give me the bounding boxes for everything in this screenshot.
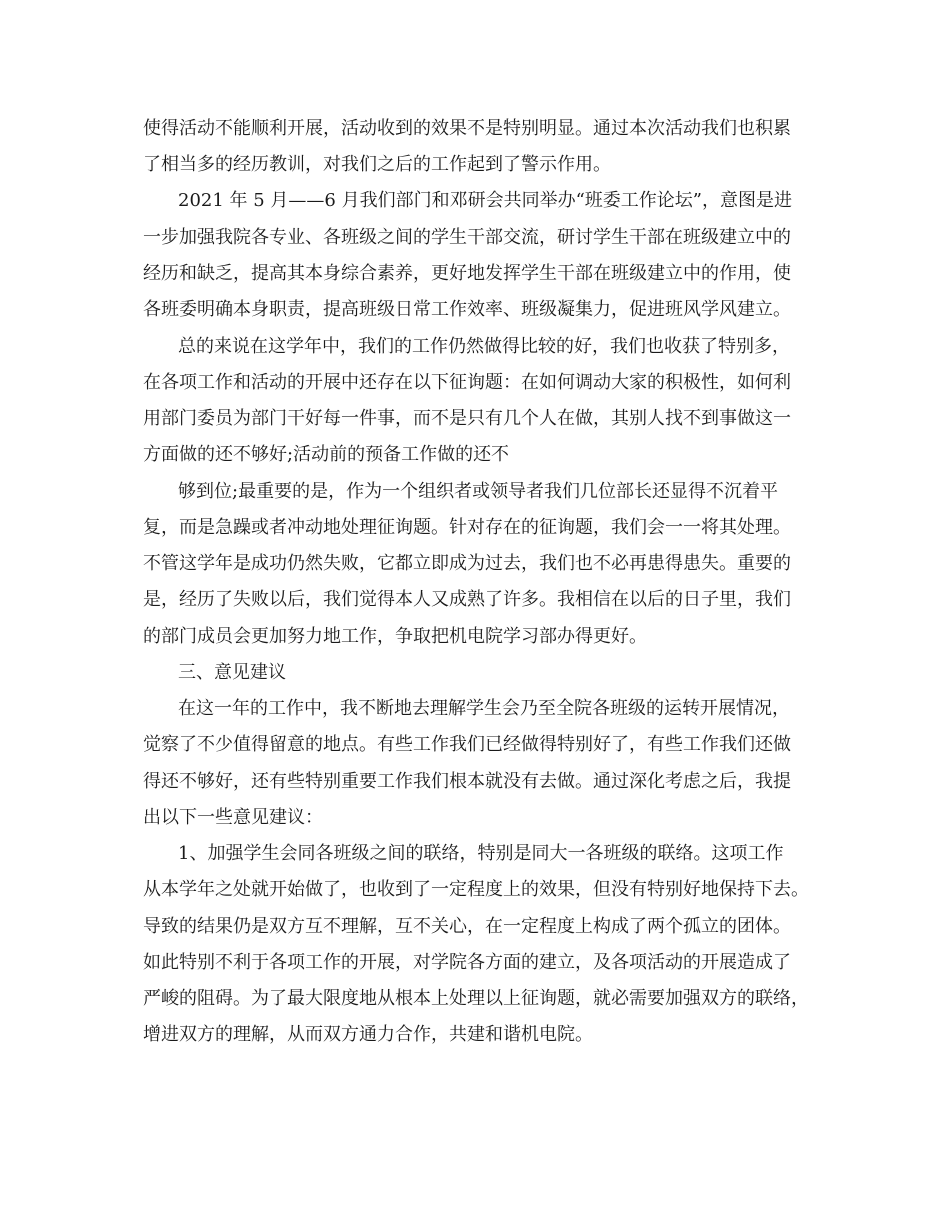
text-line: 导致的结果仍是双方互不理解，互不关心，在一定程度上构成了两个孤立的团体。 <box>143 916 791 937</box>
text-line: 用部门委员为部门干好每一件事，而不是只有几个人在做，其别人找不到事做这一 <box>143 408 791 429</box>
text-line: 在这一年的工作中，我不断地去理解学生会乃至全院各班级的运转开展情况， <box>178 698 790 719</box>
text-line: 了相当多的经历教训，对我们之后的工作起到了警示作用。 <box>143 154 611 175</box>
text-line: 的部门成员会更加努力地工作，争取把机电院学习部办得更好。 <box>143 626 647 647</box>
text-line: 够到位;最重要的是，作为一个组织者或领导者我们几位部长还显得不沉着平 <box>178 481 779 502</box>
text-line: 1、加强学生会同各班级之间的联络，特别是同大一各班级的联络。这项工作 <box>178 843 784 864</box>
text-line: 在各项工作和活动的开展中还存在以下征询题：在如何调动大家的积极性，如何利 <box>143 372 791 393</box>
text-line: 出以下一些意见建议： <box>143 807 323 828</box>
text-line: 复，而是急躁或者冲动地处理征询题。针对存在的征询题，我们会一一将其处理。 <box>143 517 791 538</box>
text-line: 方面做的还不够好;活动前的预备工作做的还不 <box>143 444 510 465</box>
text-line: 经历和缺乏，提高其本身综合素养，更好地发挥学生干部在班级建立中的作用，使 <box>143 263 791 284</box>
text-line: 觉察了不少值得留意的地点。有些工作我们已经做得特别好了，有些工作我们还做 <box>143 734 791 755</box>
text-line: 一步加强我院各专业、各班级之间的学生干部交流，研讨学生干部在班级建立中的 <box>143 227 791 248</box>
text-line: 2021 年 5 月——6 月我们部门和邓研会共同举办“班委工作论坛”，意图是进 <box>178 190 793 211</box>
text-line: 严峻的阻碍。为了最大限度地从根本上处理以上征询题，就必需要加强双方的联络， <box>143 988 809 1009</box>
text-line: 如此特别不利于各项工作的开展，对学院各方面的建立，及各项活动的开展造成了 <box>143 952 791 973</box>
text-line: 得还不够好，还有些特别重要工作我们根本就没有去做。通过深化考虑之后，我提 <box>143 771 791 792</box>
section-heading: 三、意见建议 <box>178 662 286 683</box>
text-line: 各班委明确本身职责，提高班级日常工作效率、班级凝集力，促进班风学风建立。 <box>143 299 791 320</box>
text-line: 增进双方的理解，从而双方通力合作，共建和谐机电院。 <box>143 1024 593 1045</box>
text-line: 总的来说在这学年中，我们的工作仍然做得比较的好，我们也收获了特别多， <box>178 336 790 357</box>
text-line: 是，经历了失败以后，我们觉得本人又成熟了许多。我相信在以后的日子里，我们 <box>143 589 791 610</box>
text-line: 从本学年之处就开始做了，也收到了一定程度上的效果，但没有特别好地保持下去。 <box>143 879 809 900</box>
text-line: 使得活动不能顺利开展，活动收到的效果不是特别明显。通过本次活动我们也积累 <box>143 118 791 139</box>
text-line: 不管这学年是成功仍然失败，它都立即成为过去，我们也不必再患得患失。重要的 <box>143 553 791 574</box>
